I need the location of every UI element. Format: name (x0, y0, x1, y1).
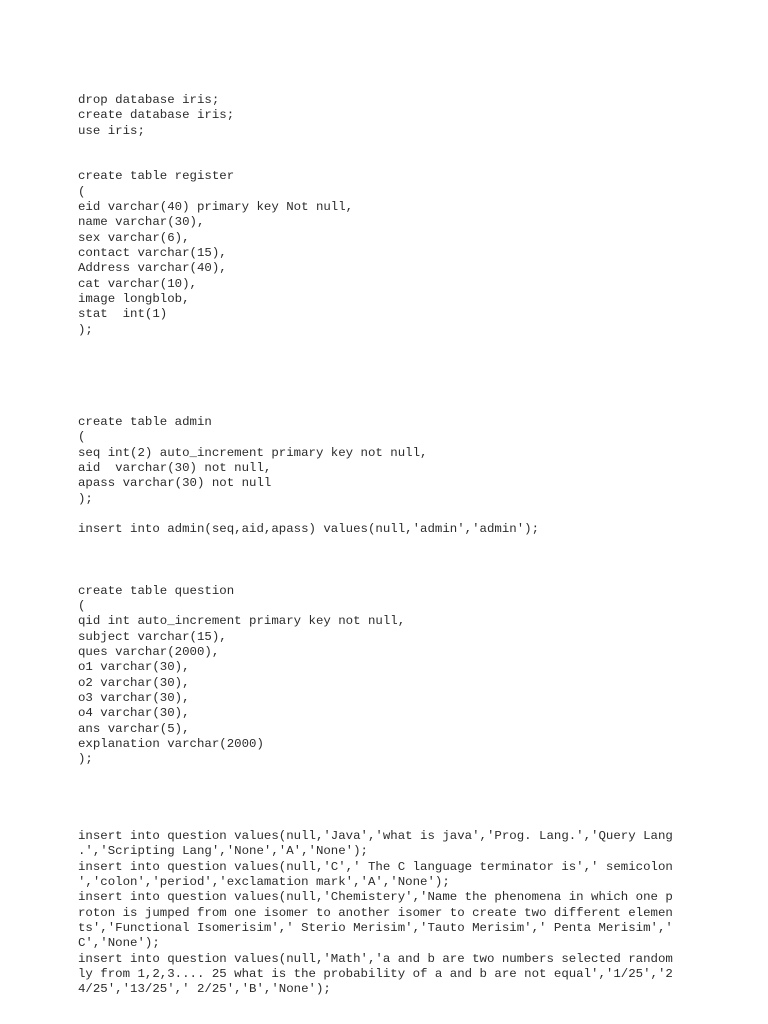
sql-line: image longblob, (78, 292, 190, 306)
sql-line: C','None'); (78, 936, 160, 950)
sql-line: ( (78, 185, 86, 199)
sql-line: ans varchar(5), (78, 722, 190, 736)
sql-line: ); (78, 323, 93, 337)
sql-line: ( (78, 599, 86, 613)
sql-line: insert into admin(seq,aid,apass) values(null,'admin','admin'); (78, 522, 540, 536)
sql-line: stat int(1) (78, 307, 168, 321)
sql-line: o1 varchar(30), (78, 660, 190, 674)
sql-line: .','Scripting Lang','None','A','None'); (78, 844, 368, 858)
sql-line: cat varchar(10), (78, 277, 197, 291)
sql-line: create table register (78, 169, 235, 183)
sql-line: create table admin (78, 415, 212, 429)
sql-line: o3 varchar(30), (78, 691, 190, 705)
sql-line: ques varchar(2000), (78, 645, 220, 659)
sql-line: use iris; (78, 124, 145, 138)
sql-line: insert into question values(null,'Chemistery','Name the phenomena in which one p (78, 890, 673, 904)
sql-line: explanation varchar(2000) (78, 737, 264, 751)
sql-line: Address varchar(40), (78, 261, 227, 275)
sql-line: ts','Functional Isomerisim',' Sterio Merisim','Tauto Merisim',' Penta Merisim',' (78, 921, 673, 935)
sql-line: insert into question values(null,'Java','what is java','Prog. Lang.','Query Lang (78, 829, 673, 843)
sql-line: ( (78, 430, 86, 444)
sql-line: name varchar(30), (78, 215, 205, 229)
sql-line: eid varchar(40) primary key Not null, (78, 200, 354, 214)
sql-line: create table question (78, 584, 235, 598)
sql-line: ly from 1,2,3.... 25 what is the probability of a and b are not equal','1/25','2 (78, 967, 673, 981)
sql-line: qid int auto_increment primary key not null, (78, 614, 406, 628)
sql-line: 4/25','13/25',' 2/25','B','None'); (78, 982, 331, 996)
sql-line: drop database iris; (78, 93, 220, 107)
sql-line: sex varchar(6), (78, 231, 190, 245)
sql-line: o4 varchar(30), (78, 706, 190, 720)
sql-line: create database iris; (78, 108, 235, 122)
sql-line: ); (78, 752, 93, 766)
sql-line: roton is jumped from one isomer to another isomer to create two different elemen (78, 906, 673, 920)
sql-line: apass varchar(30) not null (78, 476, 272, 490)
sql-line: ); (78, 492, 93, 506)
sql-line: seq int(2) auto_increment primary key not null, (78, 446, 428, 460)
sql-line: subject varchar(15), (78, 630, 227, 644)
sql-line: aid varchar(30) not null, (78, 461, 272, 475)
sql-line: ','colon','period','exclamation mark','A','None'); (78, 875, 450, 889)
sql-line: o2 varchar(30), (78, 676, 190, 690)
sql-line: insert into question values(null,'C',' The C language terminator is',' semicolon (78, 860, 673, 874)
sql-line: insert into question values(null,'Math','a and b are two numbers selected random (78, 952, 673, 966)
sql-line: contact varchar(15), (78, 246, 227, 260)
